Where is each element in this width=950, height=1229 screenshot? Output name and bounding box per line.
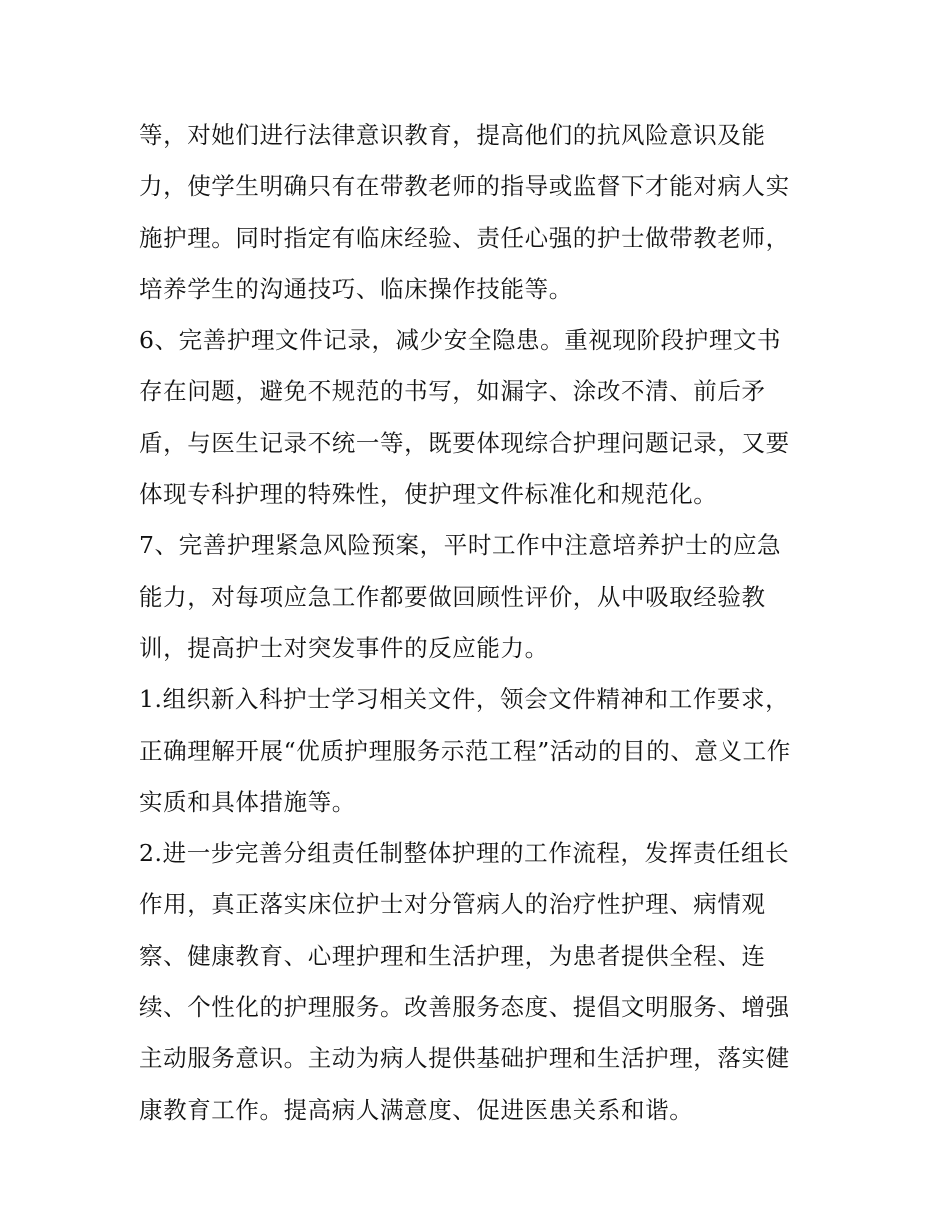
text-line: 察、健康教育、心理护理和生活护理，为患者提供全程、连 xyxy=(139,941,766,970)
text-line: 7、完善护理紧急风险预案，平时工作中注意培养护士的应急 xyxy=(139,531,782,560)
text-line: 施护理。同时指定有临床经验、责任心强的护士做带教老师， xyxy=(139,223,790,252)
text-line: 盾，与医生记录不统一等，既要体现综合护理问题记录，又要 xyxy=(139,428,790,457)
text-line: 6、完善护理文件记录，减少安全隐患。重视现阶段护理文书 xyxy=(139,326,782,355)
text-line: 存在问题，避免不规范的书写，如漏字、涂改不清、前后矛 xyxy=(139,377,766,406)
text-line: 作用，真正落实床位护士对分管病人的治疗性护理、病情观 xyxy=(139,890,766,919)
text-line: 康教育工作。提高病人满意度、促进医患关系和谐。 xyxy=(139,1095,694,1124)
text-line: 实质和具体措施等。 xyxy=(139,787,356,816)
text-line: 主动服务意识。主动为病人提供基础护理和生活护理，落实健 xyxy=(139,1044,790,1073)
text-line: 培养学生的沟通技巧、临床操作技能等。 xyxy=(139,274,573,303)
text-line: 续、个性化的护理服务。改善服务态度、提倡文明服务、增强 xyxy=(139,993,790,1022)
document-body xyxy=(139,110,829,1136)
text-line: 体现专科护理的特殊性，使护理文件标准化和规范化。 xyxy=(139,480,718,509)
text-line: 等，对她们进行法律意识教育，提高他们的抗风险意识及能 xyxy=(139,121,766,149)
text-line: 正确理解开展“优质护理服务示范工程”活动的目的、意义工作 xyxy=(139,736,791,765)
text-line: 训，提高护士对突发事件的反应能力。 xyxy=(139,633,549,662)
text-line: 1.组织新入科护士学习相关文件，领会文件精神和工作要求， xyxy=(139,685,790,714)
text-line: 能力，对每项应急工作都要做回顾性评价，从中吸取经验教 xyxy=(139,582,766,611)
text-line: 2.进一步完善分组责任制整体护理的工作流程，发挥责任组长 xyxy=(139,839,790,868)
text-line: 力，使学生明确只有在带教老师的指导或监督下才能对病人实 xyxy=(139,172,790,201)
